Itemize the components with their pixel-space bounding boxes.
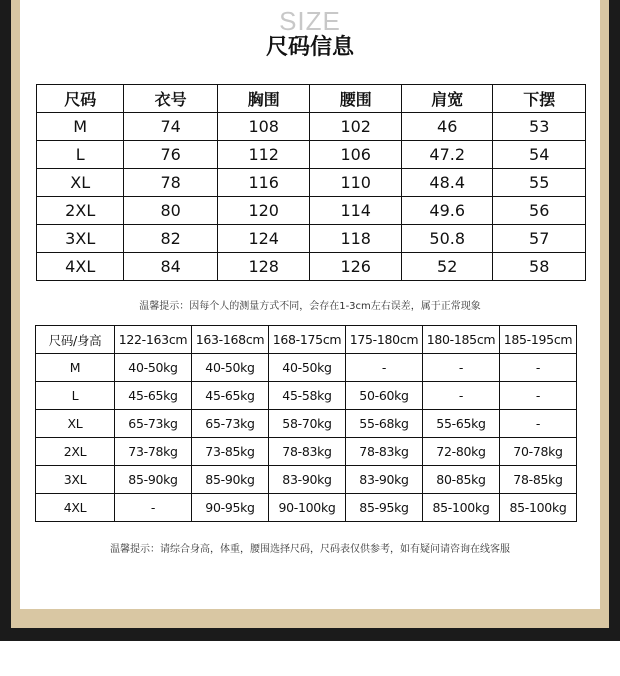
table-row bbox=[37, 225, 586, 253]
table-row bbox=[36, 382, 577, 410]
table-cell: 47.2 bbox=[401, 141, 493, 169]
table-cell: 128 bbox=[217, 253, 310, 281]
column-header: 尺码 bbox=[37, 85, 124, 113]
table-cell: 40-50kg bbox=[192, 354, 269, 382]
table-row bbox=[37, 197, 586, 225]
table-cell: 73-85kg bbox=[192, 438, 269, 466]
table-row bbox=[37, 113, 586, 141]
table-cell: 46 bbox=[401, 113, 493, 141]
table-cell: 85-90kg bbox=[115, 466, 192, 494]
table-cell: 85-95kg bbox=[346, 494, 423, 522]
table-row bbox=[36, 410, 577, 438]
table-cell: M bbox=[37, 113, 124, 141]
table-cell: 120 bbox=[217, 197, 310, 225]
column-header: 122-163cm bbox=[115, 326, 192, 354]
table-cell: 2XL bbox=[37, 197, 124, 225]
table-cell: 58 bbox=[493, 253, 586, 281]
table-cell: 50-60kg bbox=[346, 382, 423, 410]
column-header: 175-180cm bbox=[346, 326, 423, 354]
table-cell: 4XL bbox=[37, 253, 124, 281]
table-cell: - bbox=[423, 382, 500, 410]
table-cell: 50.8 bbox=[401, 225, 493, 253]
table-cell: 84 bbox=[124, 253, 218, 281]
table-cell: 78-83kg bbox=[269, 438, 346, 466]
table-cell: 70-78kg bbox=[500, 438, 577, 466]
table-cell: 82 bbox=[124, 225, 218, 253]
table-cell: 72-80kg bbox=[423, 438, 500, 466]
table-cell: 110 bbox=[310, 169, 402, 197]
table-cell: 78-83kg bbox=[346, 438, 423, 466]
table-cell: 102 bbox=[310, 113, 402, 141]
column-header: 胸围 bbox=[217, 85, 310, 113]
column-header: 163-168cm bbox=[192, 326, 269, 354]
table-cell: 80 bbox=[124, 197, 218, 225]
table-cell: 106 bbox=[310, 141, 402, 169]
table-cell: 40-50kg bbox=[269, 354, 346, 382]
table-cell: 80-85kg bbox=[423, 466, 500, 494]
column-header: 180-185cm bbox=[423, 326, 500, 354]
table-cell: 49.6 bbox=[401, 197, 493, 225]
table-cell: 52 bbox=[401, 253, 493, 281]
height-weight-table bbox=[35, 325, 577, 522]
table-cell: - bbox=[346, 354, 423, 382]
table-cell: 57 bbox=[493, 225, 586, 253]
table-row bbox=[37, 169, 586, 197]
table-cell: 108 bbox=[217, 113, 310, 141]
table-cell: 58-70kg bbox=[269, 410, 346, 438]
table-cell: - bbox=[500, 410, 577, 438]
table-cell: 48.4 bbox=[401, 169, 493, 197]
size-advice-note: 温馨提示：请综合身高，体重，腰围选择尺码，尺码表仅供参考，如有疑问请咨询在线客服 bbox=[110, 544, 510, 555]
table-cell: 124 bbox=[217, 225, 310, 253]
table-cell: XL bbox=[37, 169, 124, 197]
table-cell: L bbox=[37, 141, 124, 169]
table-cell: - bbox=[115, 494, 192, 522]
column-header: 185-195cm bbox=[500, 326, 577, 354]
table-cell: 83-90kg bbox=[346, 466, 423, 494]
table-header-row bbox=[37, 85, 586, 113]
table-cell: - bbox=[500, 354, 577, 382]
column-header: 下摆 bbox=[493, 85, 586, 113]
table-cell: L bbox=[36, 382, 115, 410]
table-cell: 78 bbox=[124, 169, 218, 197]
page-title: 尺码信息 bbox=[265, 35, 354, 60]
table-row bbox=[36, 494, 577, 522]
table-cell: 45-58kg bbox=[269, 382, 346, 410]
table-cell: 55-65kg bbox=[423, 410, 500, 438]
table-row bbox=[37, 253, 586, 281]
size-chart-panel bbox=[20, 0, 600, 609]
column-header: 肩宽 bbox=[401, 85, 493, 113]
table-cell: 45-65kg bbox=[115, 382, 192, 410]
table-cell: 114 bbox=[310, 197, 402, 225]
table-cell: 118 bbox=[310, 225, 402, 253]
table-cell: 76 bbox=[124, 141, 218, 169]
table-cell: 78-85kg bbox=[500, 466, 577, 494]
table-cell: 3XL bbox=[37, 225, 124, 253]
table-cell: 85-100kg bbox=[500, 494, 577, 522]
table-cell: 65-73kg bbox=[192, 410, 269, 438]
table-cell: 73-78kg bbox=[115, 438, 192, 466]
table-cell: 85-90kg bbox=[192, 466, 269, 494]
table-cell: 45-65kg bbox=[192, 382, 269, 410]
column-header: 衣号 bbox=[124, 85, 218, 113]
table-row bbox=[37, 141, 586, 169]
table-cell: 126 bbox=[310, 253, 402, 281]
column-header: 168-175cm bbox=[269, 326, 346, 354]
size-heading-decor: SIZE bbox=[279, 6, 341, 36]
measurement-note: 温馨提示：因每个人的测量方式不同，会存在1-3cm左右误差，属于正常现象 bbox=[139, 301, 481, 312]
table-cell: 53 bbox=[493, 113, 586, 141]
column-header: 腰围 bbox=[310, 85, 402, 113]
table-row bbox=[36, 354, 577, 382]
table-cell: 2XL bbox=[36, 438, 115, 466]
table-cell: 112 bbox=[217, 141, 310, 169]
table-cell: - bbox=[423, 354, 500, 382]
table-cell: 65-73kg bbox=[115, 410, 192, 438]
table-cell: M bbox=[36, 354, 115, 382]
table-cell: 83-90kg bbox=[269, 466, 346, 494]
table-cell: 3XL bbox=[36, 466, 115, 494]
column-header: 尺码/身高 bbox=[36, 326, 115, 354]
table-cell: 55 bbox=[493, 169, 586, 197]
table-cell: 54 bbox=[493, 141, 586, 169]
table-cell: 55-68kg bbox=[346, 410, 423, 438]
table-row bbox=[36, 466, 577, 494]
garment-size-table bbox=[36, 84, 586, 281]
table-cell: 56 bbox=[493, 197, 586, 225]
table-cell: 90-95kg bbox=[192, 494, 269, 522]
table-cell: - bbox=[500, 382, 577, 410]
table-cell: 40-50kg bbox=[115, 354, 192, 382]
table-header-row bbox=[36, 326, 577, 354]
table-row bbox=[36, 438, 577, 466]
table-cell: 85-100kg bbox=[423, 494, 500, 522]
table-cell: 116 bbox=[217, 169, 310, 197]
table-cell: 4XL bbox=[36, 494, 115, 522]
table-cell: 74 bbox=[124, 113, 218, 141]
table-cell: XL bbox=[36, 410, 115, 438]
table-cell: 90-100kg bbox=[269, 494, 346, 522]
